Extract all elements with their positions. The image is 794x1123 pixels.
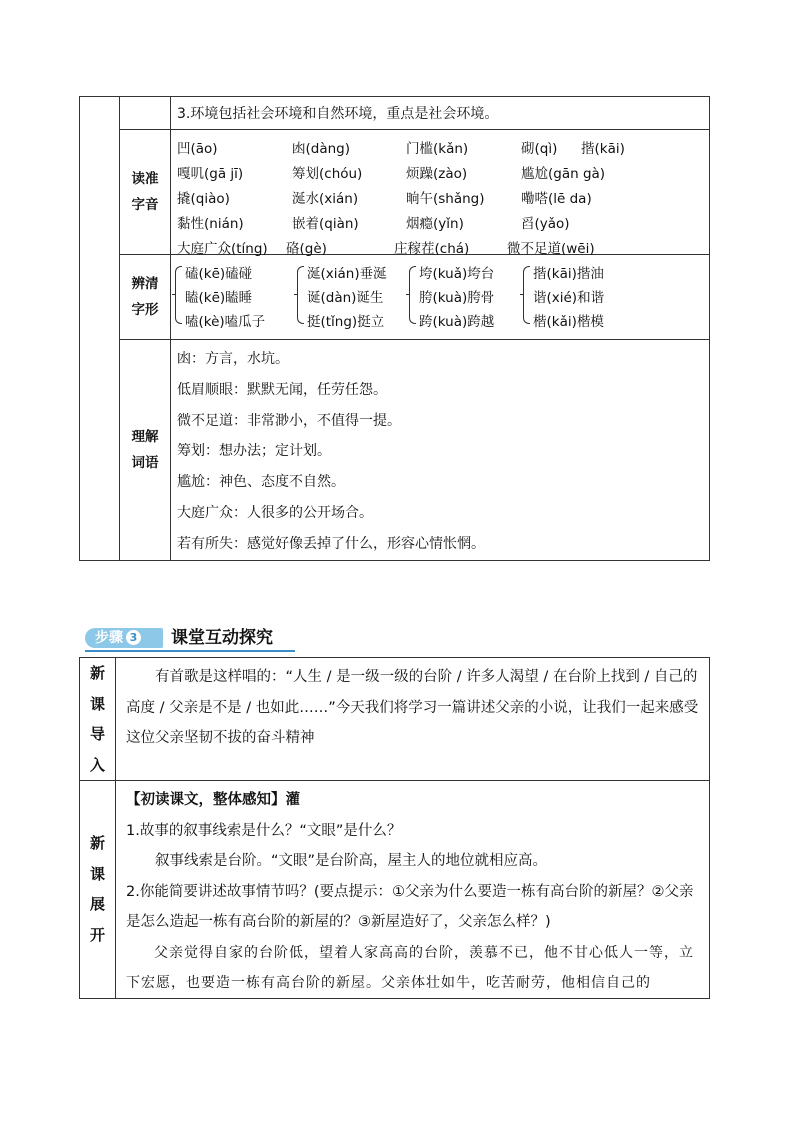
step-title: 课堂互动探究 [171,628,273,648]
pron-item: 微不足道(wēi) [507,241,595,257]
pron-item: 砌(qì) [521,141,558,157]
step-underline [85,650,295,652]
pron-item: 晌午(shǎng) [406,191,485,207]
word-item: 凼：方言，水坑。 [177,351,289,367]
answer-2: 父亲觉得自家的台阶低，望着人家高高的台阶，羡慕不已，他不甘心低人一等，立下宏愿，也要造一栋有高台阶的新屋。父亲体壮如牛，吃苦耐劳，他相信自己的 [126,944,694,991]
word-item: 尴尬：神色、态度不自然。 [177,474,345,491]
vocabulary-table [79,96,710,561]
pron-item: 撬(qiào) [177,191,230,207]
step-number: 3 [126,630,141,645]
pron-item: 烟瘾(yǐn) [406,216,464,232]
pron-item: 庄稼茬(chá) [394,241,470,257]
answer-1: 叙事线索是台阶。“文眼”是台阶高，屋主人的地位就相应高。 [155,853,548,869]
development-cell [116,781,710,999]
intro-label: 新 课 导 入 [80,658,116,781]
word-item: 若有所失：感觉好像丢掉了什么，形容心情怅惘。 [177,535,485,552]
pron-item: 大庭广众(tíng) [177,241,268,257]
brace-icon [523,266,530,324]
step-badge: 步骤 3 [85,628,163,648]
pron-item: 尴尬(gān gà) [521,166,606,182]
pron-item: 凹(āo) [177,141,218,157]
step-header [85,626,299,650]
brace-icon [297,266,304,324]
intro-cell [116,658,710,781]
pron-item: 门槛(kǎn) [406,141,469,157]
pronunciation-cell [171,130,710,255]
pron-item: 舀(yǎo) [521,216,570,232]
intro-text: 有首歌是这样唱的：“人生 / 是一级一级的台阶 / 许多人渴望 / 在台阶上找到 / 自己的高度 / 父亲是不是 / 也如此……”今天我们将学习一篇讲述父亲的小说，让我们一起来感受这位父亲坚韧不拔的奋斗精神 [126,669,699,746]
question-1: 1.故事的叙事线索是什么？“文眼”是什么？ [126,822,402,839]
pron-item: 硌(gè) [286,241,327,257]
pron-item: 涎水(xián) [292,191,359,207]
pron-item: 黏性(nián) [177,216,244,232]
word-meaning-cell [171,340,710,561]
development-label: 新 课 展 开 [80,781,116,999]
pron-item: 揩(kāi) [581,141,625,157]
environment-note: 3.环境包括社会环境和自然环境，重点是社会环境。 [171,97,710,130]
word-item: 筹划：想办法；定计划。 [177,443,331,460]
pron-item: 嘞嗒(lē da) [521,191,592,207]
word-item: 大庭广众：人很多的公开场合。 [177,504,373,521]
character-shape-label: 辨清 字形 [120,255,171,340]
pron-item: 凼(dàng) [292,141,351,157]
brace-icon [409,266,416,324]
word-item: 微不足道：非常渺小，不值得一提。 [177,412,401,429]
pronunciation-label: 读准 字音 [120,130,171,255]
pron-item: 筹划(chóu) [292,166,363,182]
word-item: 低眉顺眼：默默无闻，任劳任怨。 [177,381,387,398]
question-2: 2.你能简要讲述故事情节吗？(要点提示：①父亲为什么要造一栋有高台阶的新屋？②父亲是怎么造起一栋有高台阶的新屋的？③新屋造好了，父亲怎么样？) [126,883,694,930]
left-blank-cell [80,97,120,561]
character-shape-cell: 磕(kē)磕碰 瞌(kē)瞌睡 嗑(kè)嗑瓜子 涎(xián)垂涎 诞(dàn)诞生 挺(tǐng)挺立 垮(kuǎ)垮台 胯(kuà)胯骨 跨(kuà)跨越 揩(kāi)揩油 谐(xié)和谐 楷(kǎi)楷模 [171,255,710,340]
lesson-table [79,657,710,999]
section-heading: 【初读课文，整体感知】灌 [126,792,300,808]
pron-item: 烦躁(zào) [406,166,468,182]
pron-item: 嘎叽(gā jī) [177,166,244,182]
brace-icon [175,266,182,324]
pron-item: 嵌着(qiàn) [292,216,359,232]
blank-label-cell [120,97,171,130]
word-meaning-label: 理解 词语 [120,340,171,561]
